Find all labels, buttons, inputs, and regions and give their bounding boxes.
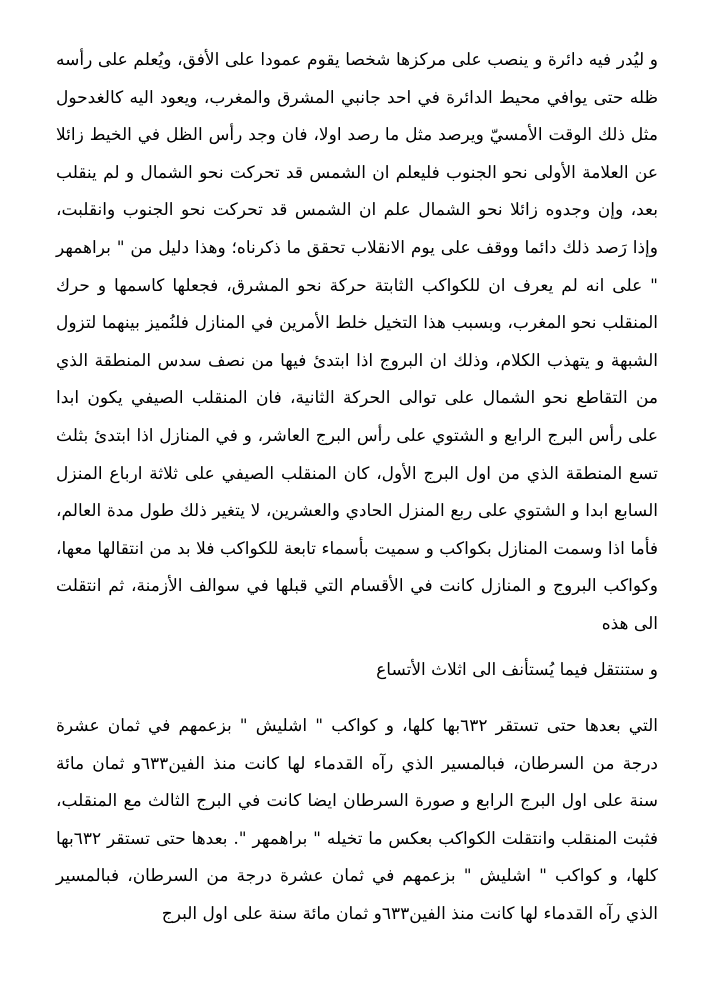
- paragraph-1: و ليُدر فيه دائرة و ينصب على مركزها شخصا يقوم عمودا على الأفق، ويُعلم على رأسه ظله حتى يوافي محيط الدائرة في احد جانبي المشرق والمغرب، ويعود اليه كالغدحول مثل ذلك الوقت الأمسيّ ويرصد مثل ما رصد اولا، فان وجد رأس الظل في الخيط زائلا عن العلامة الأولى نحو الجنوب فليعلم ان الشمس قد تحركت نحو الشمال و لم ينقلب بعد، وإن وجدوه زائلا نحو الشمال علم ان الشمس قد تحركت نحو الجنوب وانقلبت، وإذا رَصد ذلك دائما ووقف على يوم الانقلاب تحقق ما ذكرناه؛ وهذا دليل من " براهمهر " على انه لم يعرف ان للكواكب الثابتة حركة نحو المشرق، فجعلها كاسمها و حرك المنقلب نحو المغرب، وبسبب هذا التخيل خلط الأمرين في المنازل فلنُميز بينهما لتزول الشبهة و يتهذب الكلام، وذلك ان البروج اذا ابتدئ فيها من نصف سدس المنطقة الذي من التقاطع نحو الشمال على توالى الحركة الثانية، فان المنقلب الصيفي يكون ابدا على رأس البرج الرابع و الشتوي على رأس البرج العاشر، و في المنازل اذا ابتدئ بثلث تسع المنطقة الذي من اول البرج الأول، كان المنقلب الصيفي على ثلاثة ارباع المنزل السابع ابدا و الشتوي على ربع المنزل الحادي والعشرين، لا يتغير ذلك طول مدة العالم، فأما اذا وسمت المنازل بكواكب و سميت بأسماء تابعة للكواكب فلا بد من انتقالها معها، وكواكب البروج و المنازل كانت في الأقسام التي قبلها في سوالف الأزمنة، ثم انتقلت الى هذه: [56, 50, 658, 634]
- paragraph-2: و ستنتقل فيما يُستأنف الى اثلاث الأتساع: [376, 659, 658, 680]
- paragraph-3: التي بعدها حتى تستقر ٦٣٢بها كلها، و كواكب " اشليش " بزعمهم في ثمان عشرة درجة من السرطان، فبالمسير الذي رآه القدماء لها كانت منذ الفين٦٣٣و ثمان مائة سنة على اول البرج الرابع و صورة السرطان ايضا كانت في البرج الثالث مع المنقلب، فثبت المنقلب وانتقلت الكواكب بعكس ما تخيله " براهمهر ". بعدها حتى تستقر ٦٣٢بها كلها، و كواكب " اشليش " بزعمهم في ثمان عشرة درجة من السرطان، فبالمسير الذي رآه القدماء لها كانت منذ الفين٦٣٣و ثمان مائة سنة على اول البرج: [56, 716, 658, 925]
